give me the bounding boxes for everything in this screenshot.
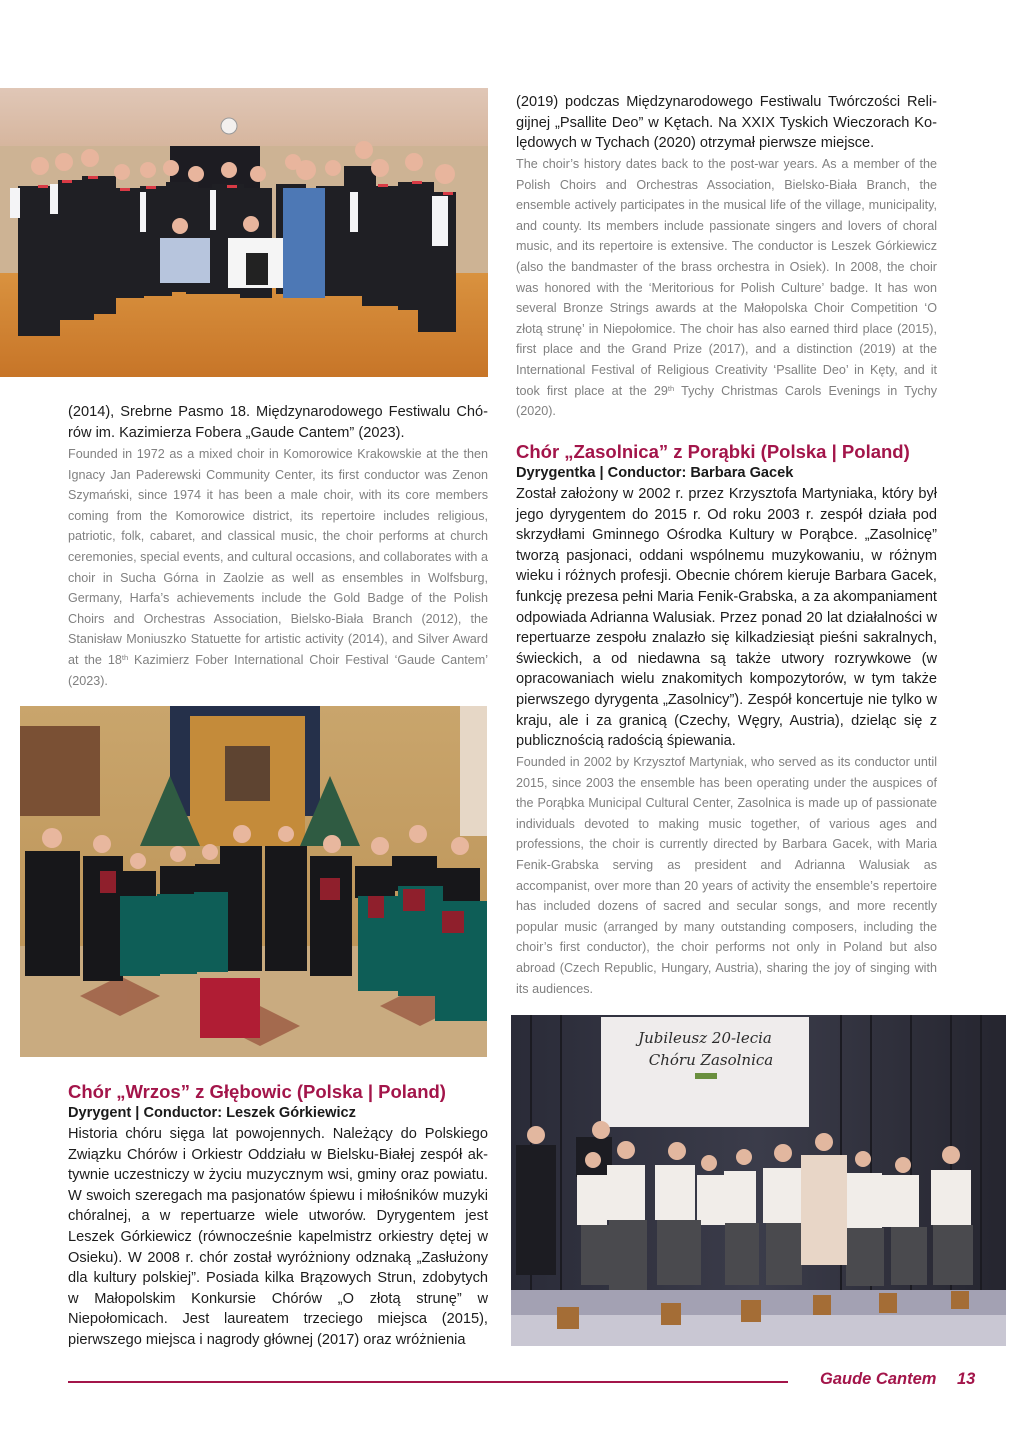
harfa-en-text-1: Founded in 1972 as a mixed choir in Komorowice Krakowskie at the then Ignacy Jan Paderewski Community Center, its first conductor was Zenon Szymański, since 1974 it has been a male choir, with its core members coming from the Komorowice district, its repertoire includes religious, patriotic, folk, cabaret, and classical music, the choir performs at church ceremonies, special events, and cultural occasions, and collaborates with a choir in Sucha Górna in Zaolzie as well as ensembles in Wolfsburg, Germany, Harfa’s achievements include the Gold Badge of the Polish Choirs and Orchestras Association, Bielsko-Biała Branch (2012), the Stanisław Moniuszko Statuette for artistic activity (2014), and Silver Award at the 18 bbox=[68, 447, 488, 667]
zasolnica-description-en: Founded in 2002 by Krzysztof Martyniak, who served as its conductor until 2015, since 2003 the ensemble has been operating under the auspices of the Porąbka Municipal Cultural Center, Zasolnica is made up of passionate individuals devoted to making music together, of various ages and professions, the choir is currently directed by Barbara Gacek, with Maria Fenik-Grabska serving as president and Adrianna Walusiak as accompanist, over more than 20 years of activity the ensemble’s repertoire has included dozens of sacred and secular songs, and more recently popular music (arranged by many outstanding composers, including the choir’s first conductor), the choir performs not only in Poland but also abroad (Czech Republic, Hungary, Austria), sharing the joy of singing with its audiences. bbox=[516, 755, 937, 996]
wrzos-section-title: Chór „Wrzos” z Głębowic (Polska | Poland) bbox=[68, 1081, 446, 1102]
photo-harfa-choir bbox=[0, 88, 488, 377]
photo-zasolnica-choir bbox=[511, 1015, 1006, 1346]
photo-wrzos-choir bbox=[20, 706, 487, 1057]
harfa-en-text-2: Kazimierz Fober International Choir Festival ‘Gaude Cantem’ (2023). bbox=[68, 652, 488, 688]
footer-publication-title: Gaude Cantem bbox=[820, 1370, 937, 1388]
zasolnica-section-title: Chór „Zasolnica” z Porąbki (Polska | Poland) bbox=[516, 441, 910, 462]
wrzos-description-pl: Historia chóru sięga lat powojennych. Należący do Polskiego Związku Chórów i Orkiestr Oddziału w Bielsku-Białej zespół aktywnie uczestniczy w życiu muzycznym wsi, gminy oraz powiatu. W swoich szeregach ma pasjonatów śpiewu i miłośników muzyki chóralnej, a w repertuarze wiele utworów. Dyrygentem jest Leszek Górkiewicz (równocześnie kapelmistrz orkiestry dętej w Osieku). W 2008 r. chór został wyróżniony odznaką „Zasłużony dla kultury polskiej”. Posiada kilka Brązowych Strun, zdobytych w Małopolskim Konkursie Chórów „O złotą strunę” w Niepołomicach. Jest laureatem trzeciego miejsca (2015), pierwszego miejsca i nagrody głównej (2017) oraz wróżnienia bbox=[68, 1126, 488, 1348]
wrzos-description-pl-continued: (2019) podczas Międzynarodowego Festiwalu Twórczości Religijnej „Psallite Deo” w Kętach. Na XXIX Tyskich Wieczorach Kolędowych w Tychach (2020) otrzymał pierwsze miejsce. bbox=[516, 94, 937, 152]
wrzos-en-text-2: Tychy Christmas Carols Evenings in Tychy (2020). bbox=[516, 383, 937, 419]
harfa-description-en bbox=[68, 444, 488, 691]
zasolnica-description-pl: Został założony w 2002 r. przez Krzysztofa Martyniaka, który był jego dyrygentem do 2015 r. Od roku 2003 r. zespół działa pod skrzydłami Gminnego Ośrodka Kultury w Porąbce. „Zasolnicę” tworzą pasjonaci, oddani wspólnemu muzykowaniu, w różnym wieku i różnych profesji. Obecnie chórem kieruje Barbara Gacek, funkcję prezesa pełni Maria Fenik-Grabska, a za akompaniament odpowiada Adrianna Walusiak. Przez ponad 20 lat działalności w repertuarze zespołu znalazło się kilkadziesiąt pieśni sakralnych, świeckich, a od niedawna są także utwory rozrywkowe (w opracowaniach wielu znakomitych kompozytorów, w tym także pierwszego dyrygenta „Zasolnicy”). Zespół koncertuje nie tylko w kraju, ale i za granicą (Czechy, Węgry, Austria), dzieląc się z publicznością radością śpiewania. bbox=[516, 486, 937, 750]
ordinal-suffix: th bbox=[667, 383, 675, 393]
wrzos-description-en bbox=[516, 154, 937, 422]
banner-line-1: Jubileusz 20-lecia bbox=[638, 1029, 772, 1047]
wrzos-en-text-1: The choir’s history dates back to the post-war years. As a member of the Polish Choirs and Orchestras Association, Bielsko-Biała Branch, the ensemble actively participates in the musical life of the village, municipality, and county. Its members include passionate singers and lovers of choral music, and its repertoire is extensive. The conductor is Leszek Górkiewicz (also the bandmaster of the brass orchestra in Osiek). In 2008, the choir was honored with the ‘Meritorious for Polish Culture’ badge. It has won several Bronze Strings awards at the Małopolska Choir Competition ‘O złotą strunę’ in Niepołomice. The choir has also earned third place (2015), first place and the Grand Prize (2017), and a distinction (2019) at the International Festival of Religious Creativity ‘Psallite Deo’ in Kęty, and it took first place at the 29 bbox=[516, 157, 937, 398]
page-number: 13 bbox=[957, 1370, 976, 1388]
ordinal-suffix: th bbox=[121, 653, 129, 663]
wrzos-conductor: Dyrygent | Conductor: Leszek Górkiewicz bbox=[68, 1105, 356, 1121]
harfa-description-pl-continued: (2014), Srebrne Pasmo 18. Międzynarodowego Festiwalu Chórów im. Kazimierza Fobera „Gaude Cantem” (2023). bbox=[68, 404, 488, 441]
footer-divider bbox=[68, 1381, 788, 1383]
banner-line-2: Chóru Zasolnica bbox=[648, 1051, 774, 1069]
zasolnica-conductor: Dyrygentka | Conductor: Barbara Gacek bbox=[516, 465, 794, 481]
